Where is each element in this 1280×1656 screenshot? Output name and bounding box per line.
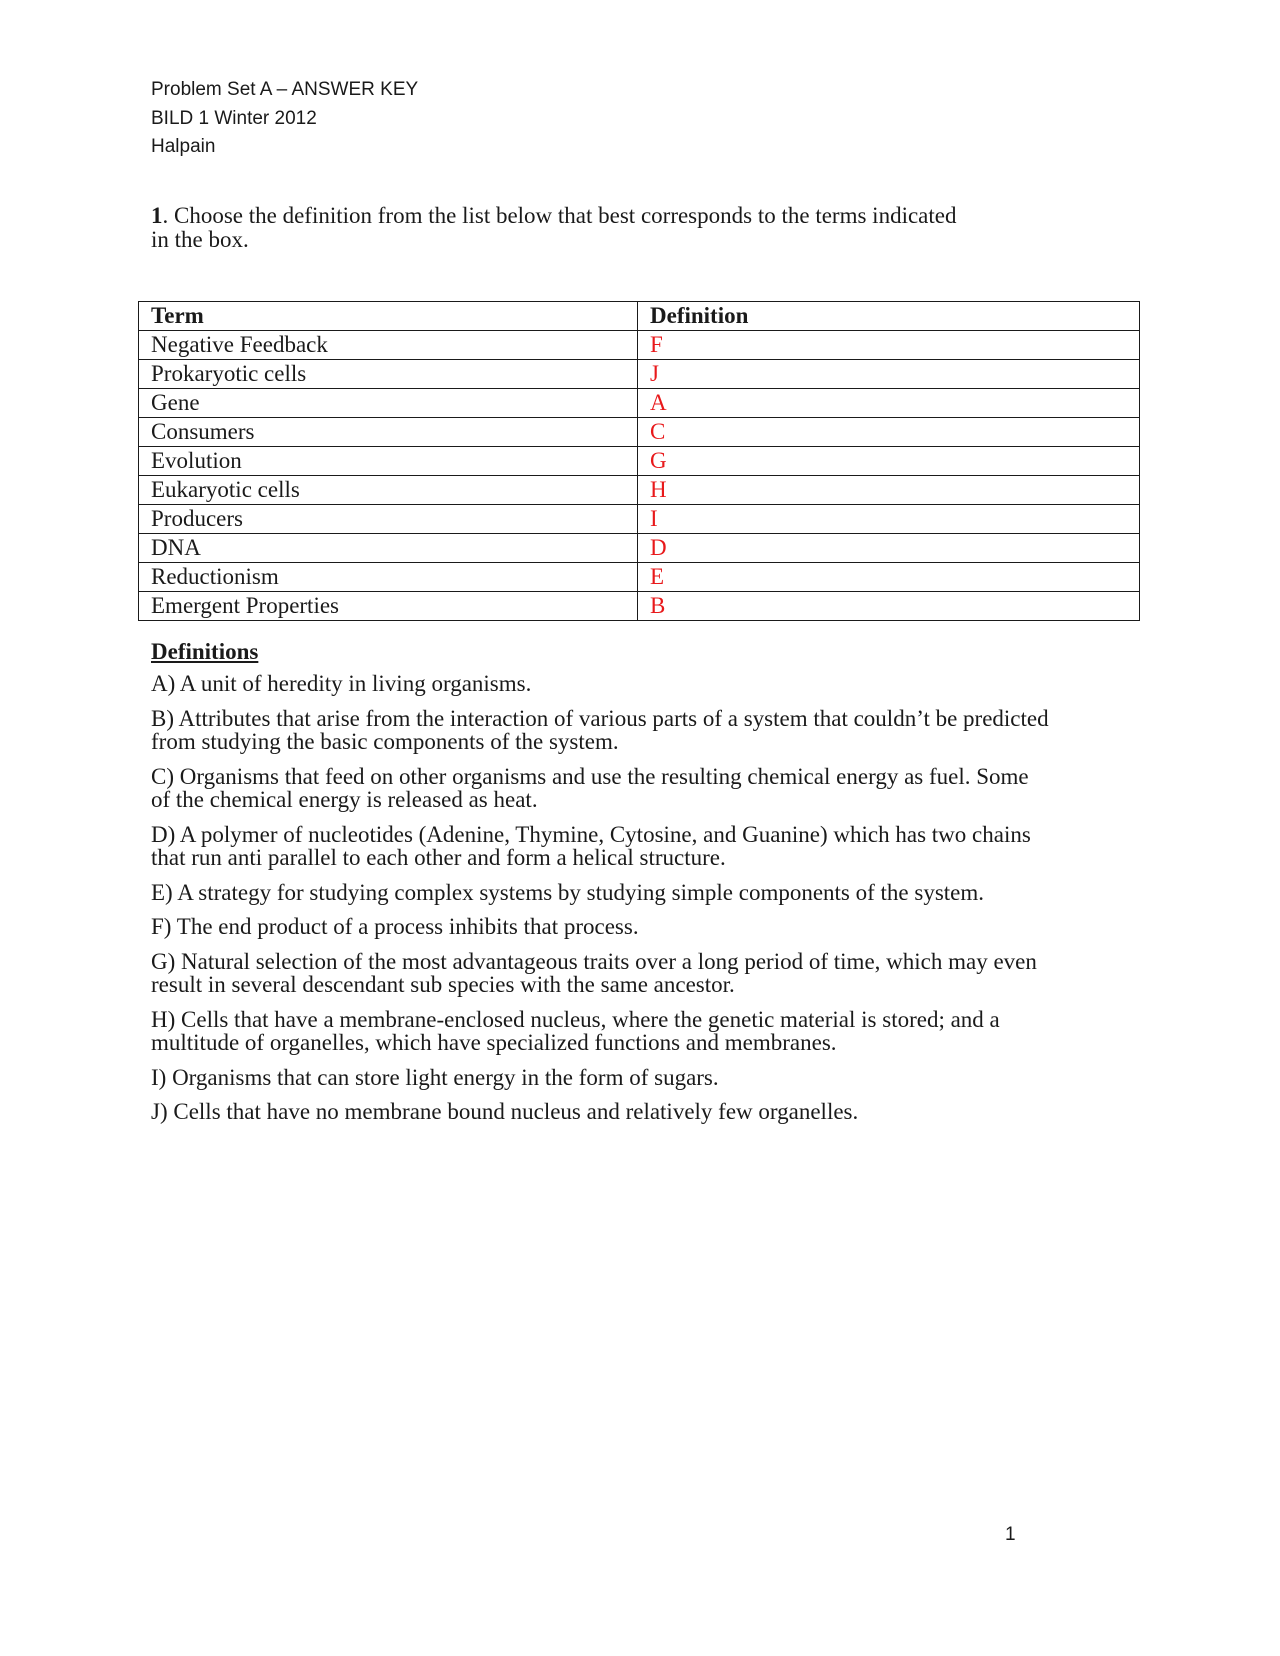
term-cell: Gene — [139, 389, 638, 418]
header-title: Problem Set A – ANSWER KEY — [151, 79, 419, 100]
definition-item: D) A polymer of nucleotides (Adenine, Thymine, Cytosine, and Guanine) which has two chains that run anti parallel to each other and form a helical structure. — [151, 821, 1031, 870]
term-cell: Emergent Properties — [139, 592, 638, 621]
definition-item: C) Organisms that feed on other organisms and use the resulting chemical energy as fuel. Some of the chemical energy is released as heat. — [151, 763, 1029, 812]
table-row — [139, 563, 1140, 592]
page-number: 1 — [1005, 1524, 1016, 1545]
question-text: . Choose the definition from the list below that best corresponds to the terms indicated in the box. — [151, 203, 957, 252]
term-cell: Consumers — [139, 418, 638, 447]
term-cell: Producers — [139, 505, 638, 534]
definition-item: G) Natural selection of the most advantageous traits over a long period of time, which may even result in several descendant sub species with the same ancestor. — [151, 948, 1037, 997]
term-cell: Eukaryotic cells — [139, 476, 638, 505]
table-row — [139, 331, 1140, 360]
answer-cell: E — [638, 563, 1140, 592]
table-row — [139, 418, 1140, 447]
question-number: 1 — [151, 203, 163, 228]
table-row — [139, 360, 1140, 389]
header-term: Term — [139, 302, 638, 331]
table-row — [139, 505, 1140, 534]
answer-cell: D — [638, 534, 1140, 563]
answer-cell: F — [638, 331, 1140, 360]
definition-item: F) The end product of a process inhibits that process. — [151, 914, 639, 939]
term-cell: Reductionism — [139, 563, 638, 592]
definition-item: A) A unit of heredity in living organisms. — [151, 671, 532, 696]
term-cell: Prokaryotic cells — [139, 360, 638, 389]
term-cell: DNA — [139, 534, 638, 563]
document-header — [151, 76, 418, 162]
definition-item: H) Cells that have a membrane-enclosed nucleus, where the genetic material is stored; and a multitude of organelles, which have specialized functions and membranes. — [151, 1006, 1000, 1055]
header-instructor: Halpain — [151, 136, 216, 157]
header-course: BILD 1 Winter 2012 — [151, 107, 317, 129]
table-row — [139, 534, 1140, 563]
answer-cell: J — [638, 360, 1140, 389]
header-definition: Definition — [638, 302, 1140, 331]
table-header-row — [139, 302, 1140, 331]
term-cell: Evolution — [139, 447, 638, 476]
definition-item: J) Cells that have no membrane bound nucleus and relatively few organelles. — [151, 1099, 859, 1124]
definitions-section — [151, 638, 1051, 1135]
term-cell: Negative Feedback — [139, 331, 638, 360]
answer-cell: G — [638, 447, 1140, 476]
answer-cell: A — [638, 389, 1140, 418]
table-row — [139, 476, 1140, 505]
definition-item: I) Organisms that can store light energy in the form of sugars. — [151, 1064, 719, 1090]
definition-item: E) A strategy for studying complex systems by studying simple components of the system. — [151, 879, 985, 905]
question-prompt — [151, 204, 971, 252]
definitions-heading: Definitions — [151, 639, 259, 664]
table-row — [139, 592, 1140, 621]
definition-item: B) Attributes that arise from the interaction of various parts of a system that couldn’t be predicted from studying the basic components of the system. — [151, 705, 1049, 754]
table-row — [139, 447, 1140, 476]
answer-cell: C — [638, 418, 1140, 447]
table-row — [139, 389, 1140, 418]
answer-cell: H — [638, 476, 1140, 505]
answer-cell: B — [638, 592, 1140, 621]
answer-cell: I — [638, 505, 1140, 534]
terms-table — [138, 301, 1140, 621]
